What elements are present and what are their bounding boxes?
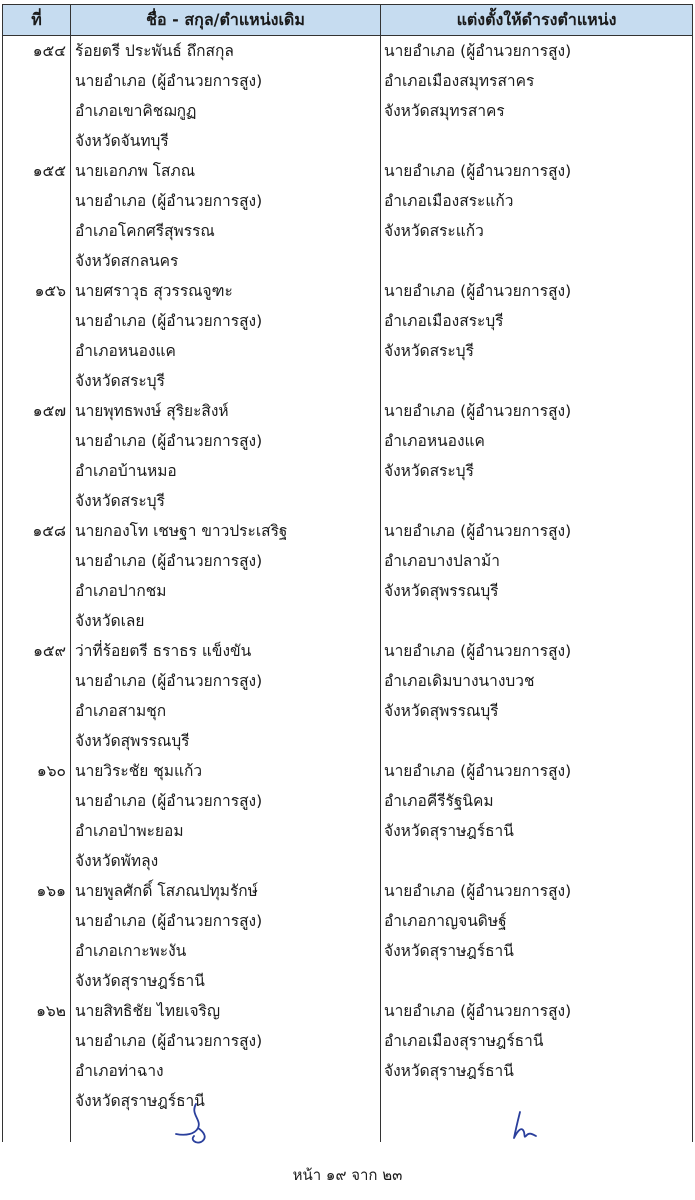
header-new-position: แต่งตั้งให้ดำรงตำแหน่ง <box>381 5 693 36</box>
new-position-line: จังหวัดสระบุรี <box>384 462 474 480</box>
old-position-line: นายอำเภอ (ผู้อำนวยการสูง) <box>75 432 263 450</box>
old-position-cell <box>71 396 381 516</box>
row-number: ๑๖๐ <box>36 762 66 780</box>
table-row <box>3 156 693 276</box>
row-number-cell <box>3 996 71 1142</box>
old-position-line: นายศราวุธ สุวรรณจูฑะ <box>75 282 233 300</box>
old-position-line: นายพุทธพงษ์ สุริยะสิงห์ <box>75 402 229 420</box>
old-position-cell <box>71 996 381 1142</box>
new-position-line: นายอำเภอ (ผู้อำนวยการสูง) <box>384 522 572 540</box>
row-number: ๑๖๑ <box>36 882 66 900</box>
old-position-cell <box>71 756 381 876</box>
new-position-line: นายอำเภอ (ผู้อำนวยการสูง) <box>384 762 572 780</box>
new-position-line: อำเภอหนองแค <box>384 432 485 450</box>
new-position-line: อำเภอเดิมบางนางบวช <box>384 672 535 690</box>
table-row <box>3 276 693 396</box>
old-position-line: อำเภอป่าพะยอม <box>75 822 184 840</box>
table-header-row <box>3 5 693 36</box>
new-position-cell <box>381 156 693 276</box>
old-position-line: อำเภอท่าฉาง <box>75 1062 164 1080</box>
row-number-cell <box>3 396 71 516</box>
new-position-cell <box>381 516 693 636</box>
row-number: ๑๕๘ <box>32 522 66 540</box>
new-position-line: นายอำเภอ (ผู้อำนวยการสูง) <box>384 642 572 660</box>
old-position-line: อำเภอเกาะพะงัน <box>75 942 187 960</box>
old-position-cell <box>71 36 381 157</box>
old-position-line: จังหวัดสระบุรี <box>75 492 165 510</box>
old-position-line: อำเภอสามชุก <box>75 702 167 720</box>
new-position-line: นายอำเภอ (ผู้อำนวยการสูง) <box>384 1002 572 1020</box>
new-position-line: อำเภอเมืองสระบุรี <box>384 312 504 330</box>
row-number-cell <box>3 156 71 276</box>
old-position-cell <box>71 516 381 636</box>
new-position-line: จังหวัดสุพรรณบุรี <box>384 702 499 720</box>
row-number-cell <box>3 756 71 876</box>
row-number: ๑๕๖ <box>34 282 66 300</box>
table-row <box>3 876 693 996</box>
old-position-line: นายอำเภอ (ผู้อำนวยการสูง) <box>75 72 263 90</box>
old-position-line: อำเภอปากชม <box>75 582 167 600</box>
old-position-line: จังหวัดพัทลุง <box>75 852 159 870</box>
old-position-line: นายสิทธิชัย ไทยเจริญ <box>75 1002 221 1020</box>
old-position-line: ร้อยตรี ประพันธ์ ถึกสกุล <box>75 42 234 60</box>
old-position-line: อำเภอบ้านหมอ <box>75 462 177 480</box>
table-row <box>3 396 693 516</box>
row-number-cell <box>3 876 71 996</box>
appointment-table <box>2 4 693 1142</box>
old-position-line: จังหวัดสุราษฎร์ธานี <box>75 972 205 990</box>
old-position-cell <box>71 636 381 756</box>
new-position-line: อำเภอคีรีรัฐนิคม <box>384 792 494 810</box>
row-number-cell <box>3 516 71 636</box>
header-no: ที่ <box>3 5 71 36</box>
old-position-line: นายอำเภอ (ผู้อำนวยการสูง) <box>75 552 263 570</box>
old-position-line: จังหวัดสุราษฎร์ธานี <box>75 1092 205 1110</box>
old-position-cell <box>71 276 381 396</box>
old-position-line: นายอำเภอ (ผู้อำนวยการสูง) <box>75 192 263 210</box>
new-position-line: อำเภอเมืองสมุทรสาคร <box>384 72 535 90</box>
old-position-line: จังหวัดสกลนคร <box>75 252 179 270</box>
table-row <box>3 36 693 157</box>
new-position-line: นายอำเภอ (ผู้อำนวยการสูง) <box>384 402 572 420</box>
old-position-line: จังหวัดจันทบุรี <box>75 132 169 150</box>
old-position-line: อำเภอหนองแค <box>75 342 176 360</box>
old-position-line: ว่าที่ร้อยตรี ธราธร แข็งขัน <box>75 642 252 660</box>
signature-initial-right <box>508 1108 544 1144</box>
new-position-cell <box>381 756 693 876</box>
new-position-cell <box>381 396 693 516</box>
old-position-line: นายกองโท เชษฐา ขาวประเสริฐ <box>75 522 288 540</box>
old-position-line: นายอำเภอ (ผู้อำนวยการสูง) <box>75 912 263 930</box>
new-position-line: นายอำเภอ (ผู้อำนวยการสูง) <box>384 162 572 180</box>
row-number: ๑๕๙ <box>33 642 66 660</box>
signature-initial-left <box>168 1100 218 1144</box>
old-position-line: อำเภอโคกศรีสุพรรณ <box>75 222 215 240</box>
new-position-line: อำเภอบางปลาม้า <box>384 552 500 570</box>
new-position-line: จังหวัดสระแก้ว <box>384 222 484 240</box>
new-position-line: จังหวัดสมุทรสาคร <box>384 102 505 120</box>
old-position-line: จังหวัดเลย <box>75 612 145 630</box>
old-position-line: จังหวัดสระบุรี <box>75 372 165 390</box>
new-position-line: นายอำเภอ (ผู้อำนวยการสูง) <box>384 42 572 60</box>
new-position-line: จังหวัดสุราษฎร์ธานี <box>384 942 514 960</box>
new-position-line: จังหวัดสระบุรี <box>384 342 474 360</box>
new-position-line: อำเภอเมืองสระแก้ว <box>384 192 514 210</box>
row-number: ๑๕๗ <box>32 402 66 420</box>
old-position-line: จังหวัดสุพรรณบุรี <box>75 732 190 750</box>
new-position-line: อำเภอเมืองสุราษฎร์ธานี <box>384 1032 544 1050</box>
old-position-line: อำเภอเขาคิชฌกูฏ <box>75 102 197 120</box>
row-number-cell <box>3 636 71 756</box>
old-position-cell <box>71 156 381 276</box>
page-number: หน้า ๑๙ จาก ๒๓ <box>292 1166 403 1184</box>
row-number: ๑๖๒ <box>36 1002 66 1020</box>
new-position-line: นายอำเภอ (ผู้อำนวยการสูง) <box>384 282 572 300</box>
table-row <box>3 996 693 1142</box>
new-position-cell <box>381 36 693 157</box>
old-position-line: นายวิระชัย ชุมแก้ว <box>75 762 203 780</box>
new-position-line: จังหวัดสุราษฎร์ธานี <box>384 1062 514 1080</box>
row-number-cell <box>3 276 71 396</box>
header-old-position: ชื่อ - สกุล/ตำแหน่งเดิม <box>71 5 381 36</box>
row-number-cell <box>3 36 71 157</box>
old-position-cell <box>71 876 381 996</box>
new-position-line: จังหวัดสุพรรณบุรี <box>384 582 499 600</box>
table-row <box>3 516 693 636</box>
old-position-line: นายอำเภอ (ผู้อำนวยการสูง) <box>75 1032 263 1050</box>
table-row <box>3 636 693 756</box>
row-number: ๑๕๔ <box>32 42 66 60</box>
old-position-line: นายอำเภอ (ผู้อำนวยการสูง) <box>75 672 263 690</box>
new-position-line: จังหวัดสุราษฎร์ธานี <box>384 822 514 840</box>
old-position-line: นายอำเภอ (ผู้อำนวยการสูง) <box>75 312 263 330</box>
table-row <box>3 756 693 876</box>
old-position-line: นายอำเภอ (ผู้อำนวยการสูง) <box>75 792 263 810</box>
new-position-cell <box>381 876 693 996</box>
new-position-line: อำเภอกาญจนดิษฐ์ <box>384 912 507 930</box>
new-position-line: นายอำเภอ (ผู้อำนวยการสูง) <box>384 882 572 900</box>
old-position-line: นายพูลศักดิ์ โสภณปทุมรักษ์ <box>75 882 258 900</box>
new-position-cell <box>381 636 693 756</box>
old-position-line: นายเอกภพ โสภณ <box>75 162 196 180</box>
row-number: ๑๕๕ <box>32 162 66 180</box>
new-position-cell <box>381 276 693 396</box>
